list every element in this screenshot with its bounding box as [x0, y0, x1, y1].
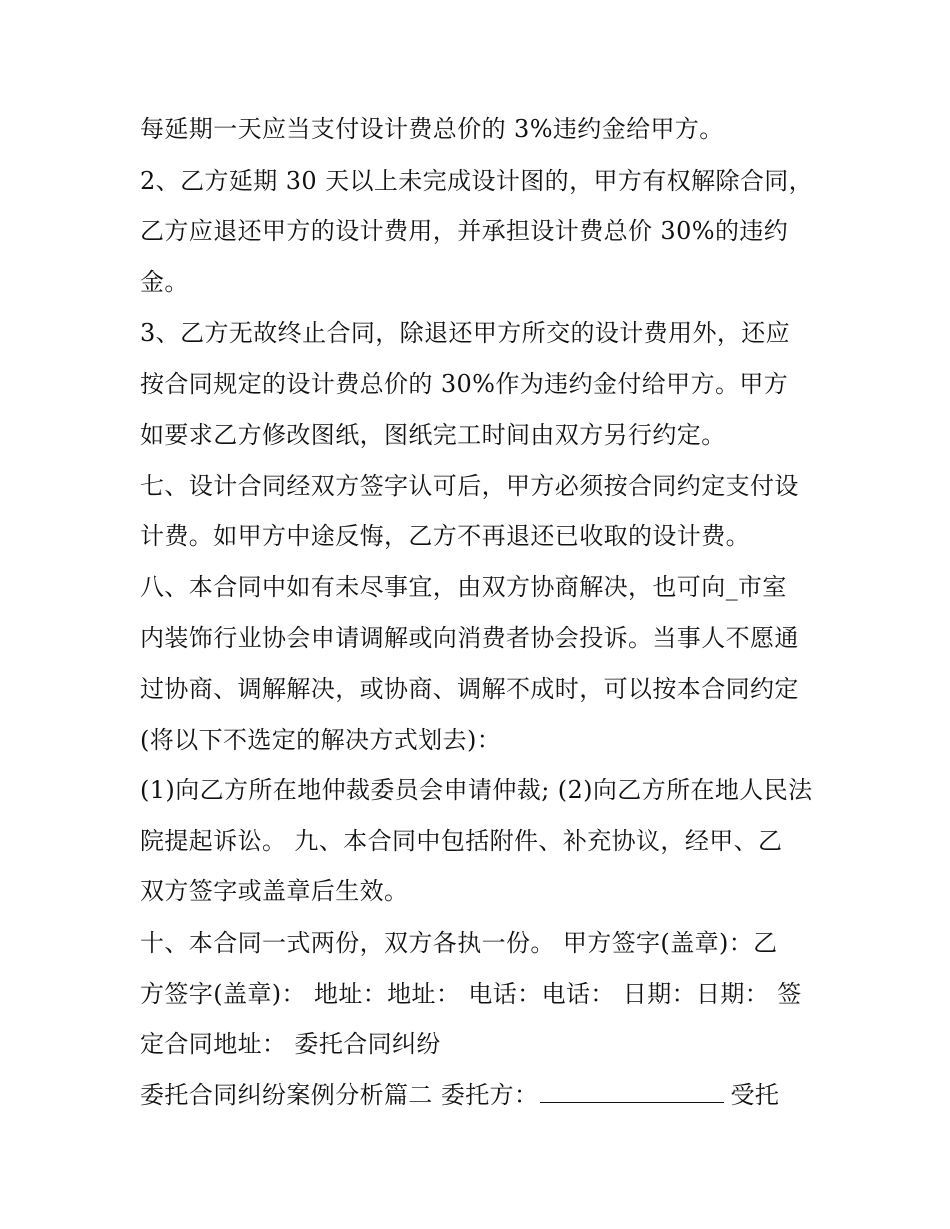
text-line: (将以下不选定的解决方式划去)： — [140, 726, 502, 754]
text-line: 如要求乙方修改图纸，图纸完工时间由双方另行约定。 — [140, 421, 726, 449]
text-line: 计费。如甲方中途反悔，乙方不再退还已收取的设计费。 — [140, 522, 750, 550]
text-line: 院提起诉讼。 九、本合同中包括附件、补充协议，经甲、乙 — [140, 827, 783, 855]
text-line: 过协商、调解解决，或协商、调解不成时，可以按本合同约定 — [140, 675, 799, 703]
text-line: 双方签字或盖章后生效。 — [140, 877, 409, 905]
text-line: 金。 — [140, 268, 189, 296]
text-line: 方签字(盖章)： 地址：地址： 电话：电话： 日期：日期： 签 — [140, 980, 802, 1008]
text-line-last — [140, 1080, 840, 1110]
text-line-suffix: 受托 — [730, 1081, 780, 1109]
text-line: 3、乙方无故终止合同，除退还甲方所交的设计费用外，还应 — [140, 319, 791, 347]
text-line: 八、本合同中如有未尽事宜，由双方协商解决，也可向_市室 — [140, 573, 787, 601]
text-line: 定合同地址： 委托合同纠纷 — [140, 1030, 441, 1058]
text-line: (1)向乙方所在地仲裁委员会申请仲裁; (2)向乙方所在地人民法 — [140, 776, 813, 804]
text-line-prefix: 委托合同纠纷案例分析篇二 委托方： — [140, 1081, 539, 1109]
text-line: 内装饰行业协会申请调解或向消费者协会投诉。当事人不愿通 — [140, 624, 799, 652]
text-line: 按合同规定的设计费总价的 30%作为违约金付给甲方。甲方 — [140, 370, 789, 398]
text-line: 七、设计合同经双方签字认可后，甲方必须按合同约定支付设 — [140, 472, 799, 500]
text-line: 每延期一天应当支付设计费总价的 3%违约金给甲方。 — [140, 115, 724, 143]
blank-underline — [540, 1080, 724, 1103]
text-line: 乙方应退还甲方的设计费用，并承担设计费总价 30%的违约 — [140, 217, 789, 245]
text-line: 十、本合同一式两份，双方各执一份。 甲方签字(盖章)：乙 — [140, 929, 778, 957]
text-line: 2、乙方延期 30 天以上未完成设计图的，甲方有权解除合同， — [140, 167, 814, 195]
